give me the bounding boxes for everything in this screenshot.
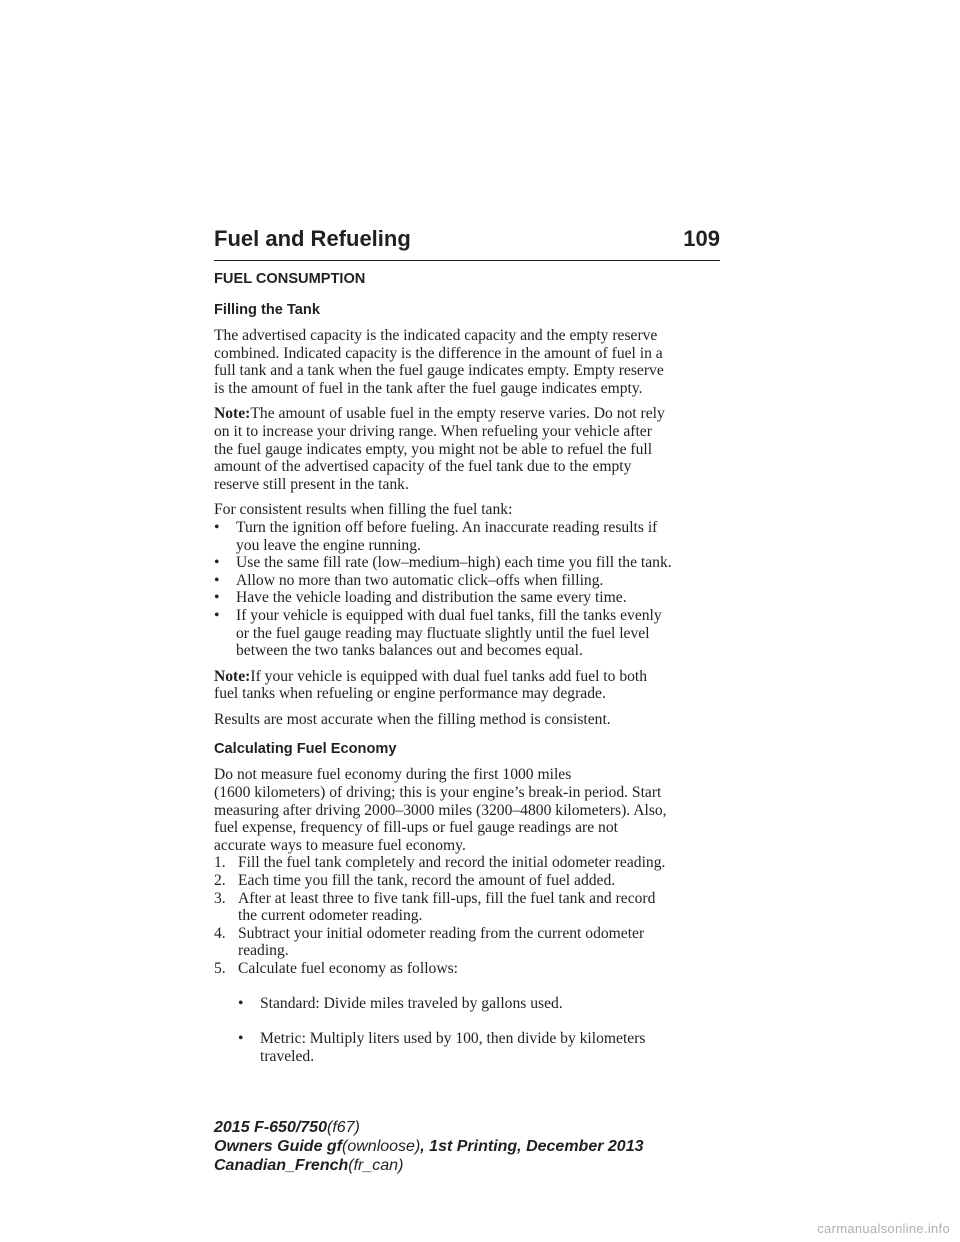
paragraph-intro: For consistent results when filling the fuel tank: [214, 501, 513, 519]
bullet-icon: • [238, 1030, 244, 1048]
footer-line-2: Owners Guide gf(ownloose), 1st Printing, December 2013 [214, 1138, 644, 1155]
list-item: • Turn the ignition off before fueling. An inaccurate reading results if you leave the engine running. [214, 518, 658, 554]
subheading-economy: Calculating Fuel Economy [214, 741, 397, 758]
section-title: Fuel and Refueling [214, 226, 411, 251]
steps-list [214, 854, 724, 1100]
note-reserve [214, 405, 724, 493]
list-item: 1. Fill the fuel tank completely and record the initial odometer reading. [214, 854, 666, 872]
bullet-list [214, 519, 724, 660]
list-item: • Have the vehicle loading and distribution the same every time. [214, 589, 627, 607]
bullet-icon: • [214, 589, 220, 607]
list-item: • Metric: Multiply liters used by 100, then divide by kilometers traveled. [238, 1030, 646, 1065]
bullet-icon: • [214, 606, 220, 624]
page-number: 109 [683, 226, 720, 251]
note-label: Note: [214, 405, 251, 423]
print-footer [214, 1118, 643, 1175]
note-label: Note: [214, 667, 251, 685]
bullet-icon: • [214, 571, 220, 589]
subheading-filling: Filling the Tank [214, 302, 320, 318]
watermark-link[interactable]: carmanualsonline.info [817, 1221, 950, 1236]
footer-line-3: Canadian_French(fr_can) [214, 1157, 404, 1174]
note-dual-tanks [214, 668, 724, 703]
list-item: 4. Subtract your initial odometer reading from the current odometer reading. [214, 924, 645, 960]
footer-line-1: 2015 F-650/750(f67) [214, 1119, 360, 1136]
note-text: The amount of usable fuel in the empty reserve varies. Do not rely on it to increase your driving range. When refueling your vehicle after the fuel gauge indicates empty, you might not be able to refuel the full amount of the advertised capacity of the fuel tank due to the empty reserve still present in the tank. [214, 405, 665, 493]
page-header [214, 226, 720, 262]
paragraph-economy-intro: Do not measure fuel economy during the first 1000 miles (1600 kilometers) of driving; this is your engine’s break-in period. Start measuring after driving 2000–3000 miles (3200–4800 kilometers). Also, fuel expense, frequency of fill-ups or fuel gauge readings are not accurate ways to measure fuel economy. [214, 766, 667, 854]
list-item: 5. Calculate fuel economy as follows: • Standard: Divide miles traveled by gallons used. • Metric: Multiply liters used by 100, then divide by kilometers traveled. [214, 960, 724, 1101]
note-text: If your vehicle is equipped with dual fuel tanks add fuel to both fuel tanks when refueling or engine performance may degrade. [214, 667, 648, 703]
sub-bullet-list [238, 978, 724, 1084]
paragraph-capacity: The advertised capacity is the indicated capacity and the empty reserve combined. Indicated capacity is the difference in the amount of fuel in a full tank and a tank when the fuel gauge indicates empty. Empty reserve is the amount of fuel in the tank after the fuel gauge indicates empty. [214, 327, 664, 397]
header-rule [214, 260, 720, 261]
bullet-icon: • [238, 995, 244, 1013]
list-item: • If your vehicle is equipped with dual fuel tanks, fill the tanks evenly or the fuel gauge reading may fluctuate slightly until the fuel level between the two tanks balances out and becomes equal. [214, 606, 662, 660]
bullet-icon: • [214, 554, 220, 572]
page-content [214, 270, 724, 1101]
bullet-icon: • [214, 518, 220, 536]
list-item: • Use the same fill rate (low–medium–high) each time you fill the tank. [214, 554, 672, 572]
list-item: • Standard: Divide miles traveled by gallons used. [238, 995, 563, 1013]
list-item: 2. Each time you fill the tank, record the amount of fuel added. [214, 872, 616, 890]
paragraph-closing: Results are most accurate when the filling method is consistent. [214, 710, 611, 728]
list-item: • Allow no more than two automatic click–offs when filling. [214, 571, 604, 589]
section-heading: FUEL CONSUMPTION [214, 271, 366, 287]
list-item: 3. After at least three to five tank fill-ups, fill the fuel tank and record the current odometer reading. [214, 889, 656, 925]
